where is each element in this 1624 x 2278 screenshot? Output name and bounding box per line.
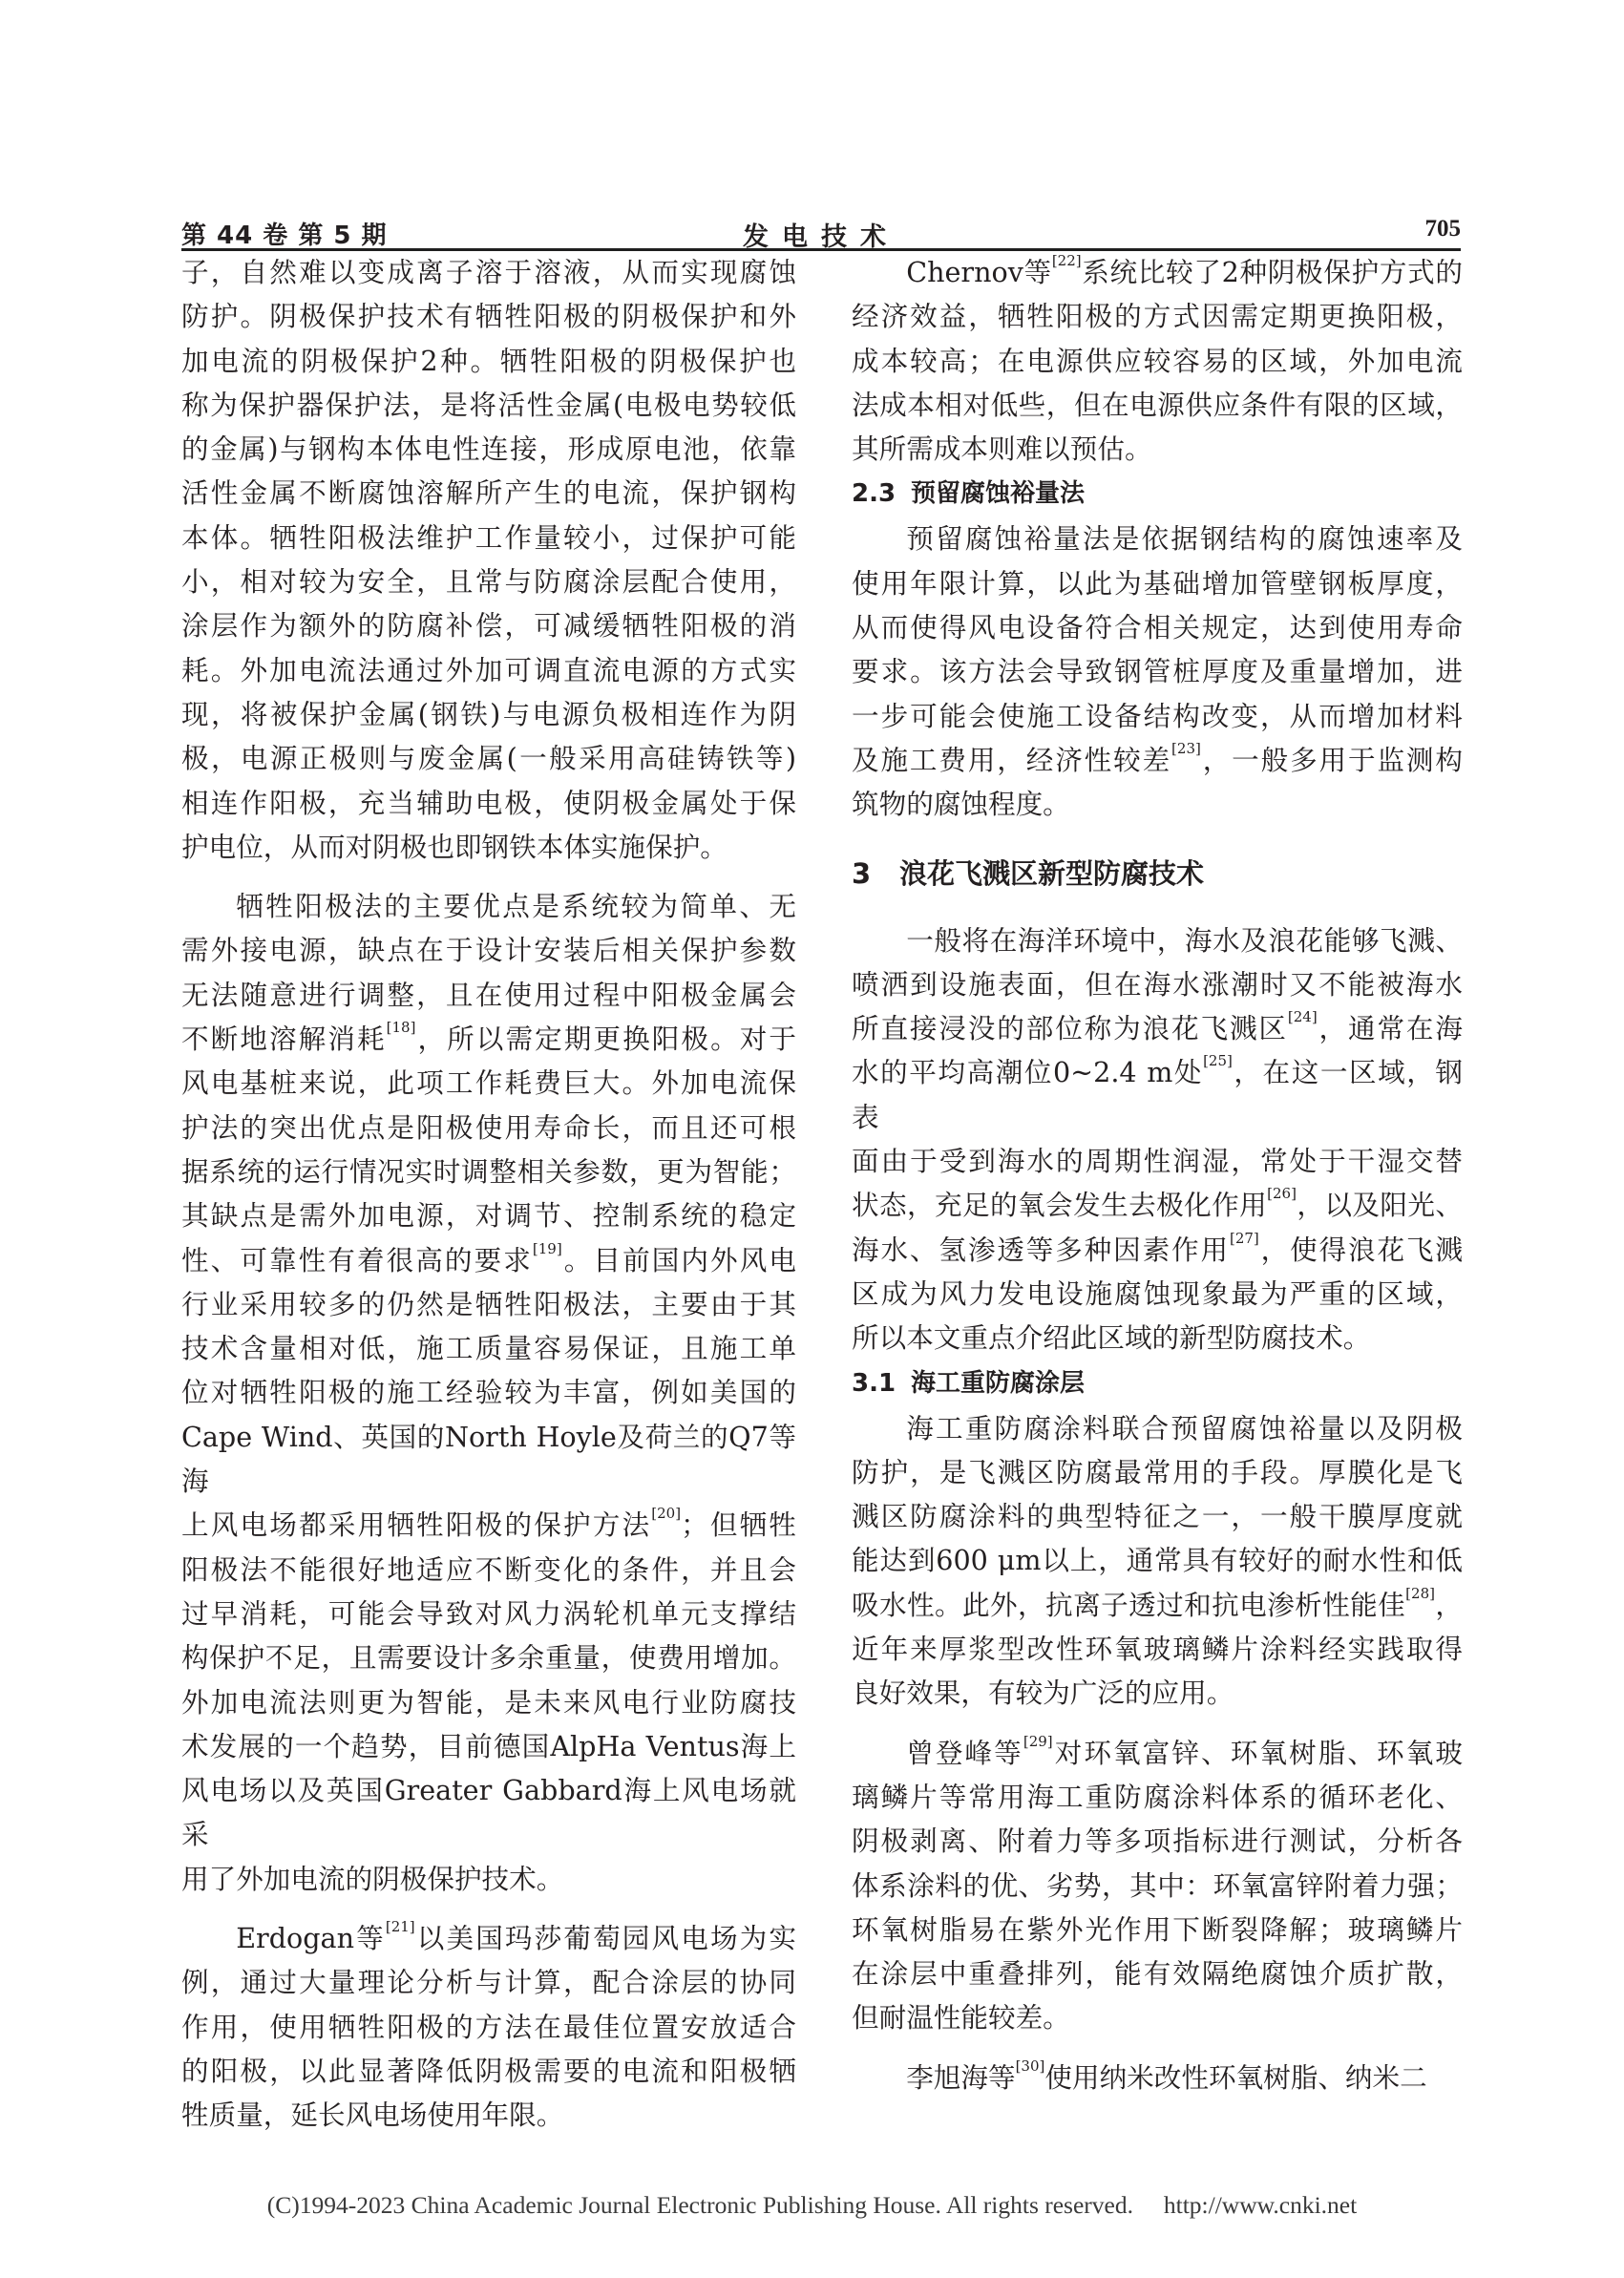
text-line: 子，自然难以变成离子溶于溶液，从而实现腐蚀 [181, 256, 796, 288]
text-line: 现，将被保护金属(钢铁)与电源负极相连作为阴 [181, 697, 796, 730]
section-number: 3 [852, 856, 872, 890]
section-heading-2-3 [852, 471, 1463, 517]
paragraph-heavy-duty-coating [852, 1406, 1463, 1716]
citation-ref: [20] [651, 1505, 682, 1523]
text-run: ，所以需定期更换阳极。对于 [415, 1023, 796, 1056]
text-line: 所以本文重点介绍此区域的新型防腐技术。 [852, 1321, 1371, 1355]
text-line [852, 738, 1463, 782]
text-line: 加电流的阴极保护2种。牺牲阳极的阴极保护也 [181, 344, 796, 377]
text-line: 筑物的腐蚀程度。 [852, 788, 1070, 821]
text-line: 璃鳞片等常用海工重防腐涂料体系的循环老化、 [852, 1780, 1463, 1813]
text-line [852, 1583, 1463, 1627]
text-line [852, 1731, 1463, 1775]
paragraph-erdogan [181, 1916, 796, 2137]
text-run: ，一般多用于监测构 [1200, 743, 1463, 776]
text-line: 需外接电源，缺点在于设计安装后相关保护参数 [181, 934, 796, 967]
text-line: 构保护不足，且需要设计多余重量，使费用增加。 [181, 1641, 796, 1675]
text-run: ，使得浪花飞溅 [1258, 1233, 1463, 1266]
text-line: 体系涂料的优、劣势，其中：环氧富锌附着力强； [852, 1868, 1463, 1902]
left-column [181, 250, 796, 2137]
citation-ref: [22] [1051, 252, 1082, 269]
text-line [181, 1238, 796, 1282]
citation-ref: [27] [1229, 1229, 1259, 1247]
text-run: ，通常在海 [1317, 1012, 1463, 1045]
text-run: 水的平均高潮位0~2.4 m处 [852, 1056, 1204, 1089]
text-line: 成本较高；在电源供应较容易的区域，外加电流 [852, 344, 1463, 377]
text-line: 术发展的一个趋势，目前德国AlpHa Ventus海上 [181, 1729, 796, 1762]
text-run: 上风电场都采用牺牲阳极的保护方法 [181, 1508, 652, 1542]
text-run: ，在这一区域，钢表 [852, 1056, 1463, 1133]
text-line: 一般将在海洋环境中，海水及浪花能够飞溅、 [906, 923, 1463, 957]
text-line: 环氧树脂易在紫外光作用下断裂降解；玻璃鳞片 [852, 1912, 1463, 1946]
text-line: 护电位，从而对阴极也即钢铁本体实施保护。 [181, 830, 728, 863]
journal-issue: 第 44 卷 第 5 期 [181, 221, 388, 250]
text-run: 状态，充足的氧会发生去极化作用 [852, 1189, 1268, 1222]
text-line [852, 1006, 1463, 1050]
section-heading-3-1 [852, 1360, 1463, 1406]
text-line: 技术含量相对低，施工质量容易保证，且施工单 [181, 1332, 796, 1365]
page-number: 705 [1424, 216, 1461, 242]
running-header [181, 216, 1461, 251]
citation-ref: [28] [1405, 1584, 1435, 1602]
text-line: 无法随意进行调整，且在使用过程中阳极金属会 [181, 978, 796, 1011]
text-line: 其缺点是需外加电源，对调节、控制系统的稳定 [181, 1199, 796, 1233]
copyright-text: (C)1994-2023 China Academic Journal Electronic Publishing House. All rights reserved. [266, 2191, 1133, 2219]
text-line: 例，通过大量理论分析与计算，配合涂层的协同 [181, 1966, 796, 1999]
text-run: ，以及阳光、 [1296, 1189, 1463, 1222]
section-title: 预留腐蚀裕量法 [911, 479, 1086, 509]
text-line: 区成为风力发电设施腐蚀现象最为严重的区域， [852, 1276, 1463, 1310]
paragraph-sacrificial-anode-comparison [181, 884, 796, 1901]
citation-ref: [19] [532, 1239, 562, 1257]
section-number: 2.3 [852, 479, 896, 509]
text-run: 对环氧富锌、环氧树脂、环氧玻 [1052, 1736, 1463, 1769]
text-line [181, 1017, 796, 1061]
text-run: 及施工费用，经济性较差 [852, 743, 1172, 776]
text-line: 近年来厚浆型改性环氧玻璃鳞片涂料经实践取得 [852, 1633, 1463, 1666]
text-line: 法成本相对低些，但在电源供应条件有限的区域， [852, 388, 1463, 421]
copyright-footer [0, 2191, 1624, 2220]
paragraph-splash-zone [852, 918, 1463, 1360]
text-line [181, 1916, 796, 1960]
text-line: 一步可能会使施工设备结构改变，从而增加材料 [852, 699, 1463, 732]
text-run: 李旭海等 [906, 2060, 1016, 2094]
paragraph-li-xuhai [852, 2056, 1463, 2099]
text-line: 良好效果，有较为广泛的应用。 [852, 1677, 1234, 1710]
text-line: 其所需成本则难以预估。 [852, 432, 1152, 466]
text-run: 海水、氢渗透等多种因素作用 [852, 1233, 1230, 1266]
section-title: 海工重防腐涂层 [911, 1368, 1086, 1398]
paragraph-chernov [852, 250, 1463, 471]
text-line: 风电基桩来说，此项工作耗费巨大。外加电流保 [181, 1066, 796, 1100]
text-run: 性、可靠性有着很高的要求 [181, 1243, 533, 1276]
text-line: 的阳极，以此显著降低阴极需要的电流和阳极牺 [181, 2054, 796, 2087]
text-line: 防护。阴极保护技术有牺牲阳极的阴极保护和外 [181, 300, 796, 333]
text-line: 阳极法不能很好地适应不断变化的条件，并且会 [181, 1552, 796, 1586]
text-line [852, 2056, 1463, 2099]
text-line: 行业采用较多的仍然是牺牲阳极法，主要由于其 [181, 1287, 796, 1320]
text-line: 预留腐蚀裕量法是依据钢结构的腐蚀速率及 [906, 522, 1463, 556]
text-line [852, 1228, 1463, 1272]
text-run: 所直接浸没的部位称为浪花飞溅区 [852, 1012, 1288, 1045]
citation-ref: [25] [1203, 1052, 1233, 1070]
text-line: 在涂层中重叠排列，能有效隔绝腐蚀介质扩散， [852, 1957, 1463, 1991]
text-line: 活性金属不断腐蚀溶解所产生的电流，保护钢构 [181, 476, 796, 510]
text-line: 牺牲阳极法的主要优点是系统较为简单、无 [236, 890, 796, 923]
citation-ref: [18] [386, 1019, 416, 1037]
text-line: 小，相对较为安全，且常与防腐涂层配合使用， [181, 565, 796, 599]
text-line: 护法的突出优点是阳极使用寿命长，而且还可根 [181, 1110, 796, 1144]
text-line: 面由于受到海水的周期性润湿，常处于干湿交替 [852, 1145, 1463, 1178]
text-line: 本体。牺牲阳极法维护工作量较小，过保护可能 [181, 520, 796, 554]
paragraph-corrosion-allowance [852, 517, 1463, 826]
paragraph-cathodic-protection [181, 250, 796, 869]
text-line [852, 1050, 1463, 1139]
citation-ref: [21] [385, 1917, 415, 1935]
text-line: 从而使得风电设备符合相关规定，达到使用寿命 [852, 611, 1463, 644]
paragraph-zeng-dengfeng [852, 1731, 1463, 2040]
text-line: 防护，是飞溅区防腐最常用的手段。厚膜化是飞 [852, 1455, 1463, 1488]
text-line: 作用，使用牺牲阳极的方法在最佳位置安放适合 [181, 2010, 796, 2043]
text-line: 位对牺牲阳极的施工经验较为丰富，例如美国的 [181, 1376, 796, 1409]
text-run: Chernov等 [906, 256, 1052, 288]
text-run: 以美国玛莎葡萄园风电场为实 [414, 1921, 796, 1954]
journal-name: 发电技术 [743, 222, 899, 252]
citation-ref: [24] [1287, 1008, 1318, 1026]
text-line: 涂层作为额外的防腐补偿，可减缓牺牲阳极的消 [181, 609, 796, 643]
text-line: 喷洒到设施表面，但在海水涨潮时又不能被海水 [852, 967, 1463, 1001]
text-line [181, 1503, 796, 1547]
text-run: ；但牺牲 [681, 1508, 796, 1542]
text-line: Cape Wind、英国的North Hoyle及荷兰的Q7等海 [181, 1420, 796, 1498]
text-line: 风电场以及英国Greater Gabbard海上风电场就采 [181, 1774, 796, 1851]
section-heading-3 [852, 840, 1463, 907]
right-column [852, 250, 1463, 2099]
citation-ref: [26] [1267, 1185, 1297, 1203]
citation-ref: [30] [1015, 2057, 1045, 2075]
text-line: 但耐温性能较差。 [852, 2001, 1070, 2035]
text-line: 称为保护器保护法，是将活性金属(电极电势较低 [181, 388, 796, 421]
text-line: 的金属)与钢构本体电性连接，形成原电池，依靠 [181, 432, 796, 466]
text-line: 要求。该方法会导致钢管桩厚度及重量增加，进 [852, 655, 1463, 688]
text-line [852, 1183, 1463, 1227]
text-line: 能达到600 μm以上，通常具有较好的耐水性和低 [852, 1544, 1463, 1577]
cnki-url: http://www.cnki.net [1163, 2191, 1358, 2219]
text-line: 相连作阳极，充当辅助电极，使阴极金属处于保 [181, 786, 796, 819]
citation-ref: [29] [1023, 1732, 1053, 1750]
text-line: 据系统的运行情况实时调整相关参数，更为智能； [181, 1154, 796, 1188]
text-run: ， [1434, 1588, 1463, 1621]
text-run: Erdogan等 [236, 1921, 386, 1954]
text-run: 系统比较了2种阴极保护方式的 [1081, 256, 1463, 288]
text-line: 经济效益，牺牲阳极的方式因需定期更换阳极， [852, 300, 1463, 333]
text-line: 使用年限计算，以此为基础增加管壁钢板厚度， [852, 566, 1463, 600]
text-run: 使用纳米改性环氧树脂、纳米二 [1044, 2060, 1427, 2094]
text-line: 溅区防腐涂料的典型特征之一，一般干膜厚度就 [852, 1500, 1463, 1533]
text-run: 吸水性。此外，抗离子透过和抗电渗析性能佳 [852, 1588, 1406, 1621]
text-line: 耗。外加电流法通过外加可调直流电源的方式实 [181, 653, 796, 686]
text-line: 用了外加电流的阴极保护技术。 [181, 1862, 564, 1895]
text-line: 阴极剥离、附着力等多项指标进行测试，分析各 [852, 1825, 1463, 1858]
text-line [852, 250, 1463, 294]
text-run: 曾登峰等 [906, 1736, 1023, 1769]
text-line: 极，电源正极则与废金属(一般采用高硅铸铁等) [181, 742, 796, 775]
text-line: 牲质量，延长风电场使用年限。 [181, 2099, 564, 2132]
text-run: 。目前国内外风电 [561, 1243, 796, 1276]
text-line: 过早消耗，可能会导致对风力涡轮机单元支撑结 [181, 1596, 796, 1630]
section-number: 3.1 [852, 1368, 896, 1398]
text-line: 外加电流法则更为智能，是未来风电行业防腐技 [181, 1685, 796, 1719]
citation-ref: [23] [1171, 739, 1201, 757]
text-line: 海工重防腐涂料联合预留腐蚀裕量以及阴极 [906, 1411, 1463, 1445]
text-run: 不断地溶解消耗 [181, 1023, 387, 1056]
section-title: 浪花飞溅区新型防腐技术 [899, 856, 1205, 890]
